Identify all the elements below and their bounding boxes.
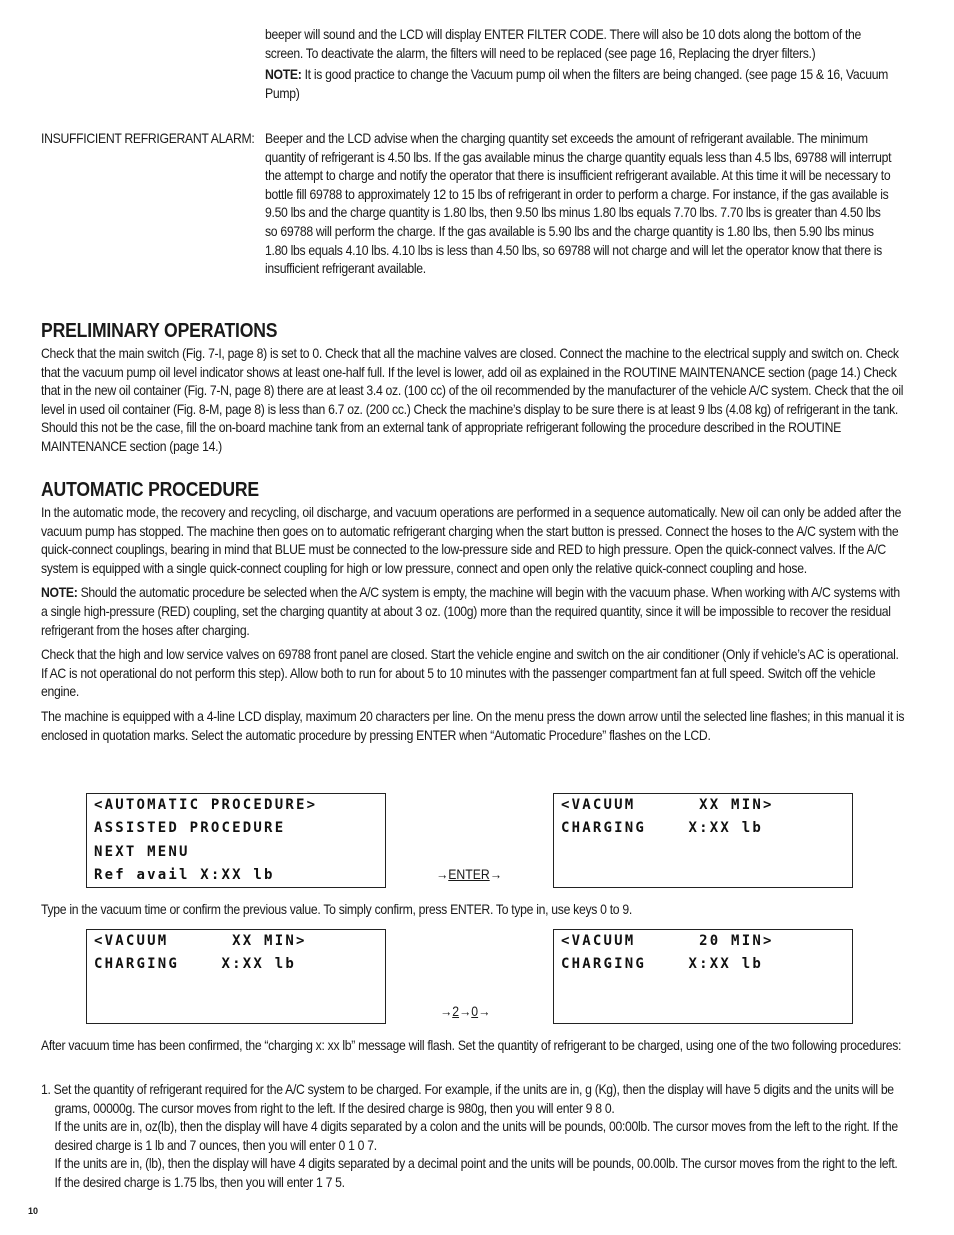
automatic-note-text: Should the automatic procedure be selected when the A/C system is empty, the machine will begin with the vacuum phase. When working with A/C systems with a single high-pressure (RED) coupling, set the charging quantity at about 3 oz. (100g) more than the required quantity, since it will be impossible to recover the residual refrigerant from the hoses after charging. [41,585,900,638]
key-sequence-2-0 [440,1004,490,1019]
note-label: NOTE: [265,67,302,83]
arrow-icon: → [440,1004,453,1019]
lcd-line: CHARGING X:XX lb [561,956,763,972]
insufficient-alarm-label: INSUFFICIENT REFRIGERANT ALARM: [41,131,255,146]
automatic-section [41,504,905,745]
lcd-line: NEXT MENU [94,844,190,860]
filter-alarm-note [265,66,893,103]
enter-key-label: ENTER [448,867,490,882]
note-text: It is good practice to change the Vacuum pump oil when the filters are being changed. (see page 15 & 16, Vacuum Pump) [265,67,889,101]
lcd-line: <VACUUM 20 MIN> [561,933,774,949]
procedure-list [41,1081,905,1193]
filter-alarm-section [265,26,893,103]
after-vacuum-text: After vacuum time has been confirmed, the “charging x: xx lb” message will flash. Set the quantity of refrigerant to be charged, using one of the two following procedures: [41,1038,902,1053]
lcd-line: <AUTOMATIC PROCEDURE> [94,797,318,813]
automatic-heading: AUTOMATIC PROCEDURE [41,479,259,501]
arrow-icon: → [489,867,502,882]
arrow-icon: → [436,867,449,882]
arrow-icon: → [478,1004,491,1019]
automatic-note-label: NOTE: [41,585,78,601]
lcd-line: Ref avail X:XX lb [94,867,275,883]
page-number: 10 [28,1206,39,1216]
list-item: 1. Set the quantity of refrigerant required for the A/C system to be charged. For example, if the units are in, g (Kg), then the display will have 5 digits and the units will be grams, 00000g. The cursor moves from right to the left. If the desired charge is 980g, then you will enter 9 8 0. [41,1082,894,1116]
lcd-line: <VACUUM XX MIN> [561,797,774,813]
vacuum-instructions: Type in the vacuum time or confirm the previous value. To simply confirm, press ENTER. To type in, use keys 0 to 9. [41,902,632,917]
lcd-line: CHARGING X:XX lb [561,820,763,836]
lcd-display-vacuum-before [86,929,386,1024]
filter-alarm-body: beeper will sound and the LCD will display ENTER FILTER CODE. There will also be 10 dots along the bottom of the screen. To deactivate the alarm, the filters will need to be replaced (see page 16, Replacing the dryer filters.) [265,27,862,61]
enter-key-sequence [436,867,502,882]
key-2-label: 2 [452,1004,460,1019]
lcd-display-vacuum [553,793,853,888]
automatic-p4: The machine is equipped with a 4-line LCD display, maximum 20 characters per line. On the menu press the down arrow until the selected line flashes; in this manual it is enclosed in quotation marks. Select the automatic procedure by pressing ENTER when “Automatic Procedure” flashes on the LCD. [41,708,905,743]
lcd-line: <VACUUM XX MIN> [94,933,307,949]
lcd-line: CHARGING X:XX lb [94,956,296,972]
list-item: If the units are in, (lb), then the display will have 4 digits separated by a decimal point and the units will be pounds, 00.00lb. The cursor moves from the right to the left. If the desired charge is 1.75 lbs, then you will enter 1 7 5. [54,1156,898,1190]
preliminary-heading: PRELIMINARY OPERATIONS [41,320,278,342]
insufficient-alarm-body: Beeper and the LCD advise when the charging quantity set exceeds the amount of refrigerant available. The minimum quantity of refrigerant is 4.50 lbs. If the gas available minus the charge quantity equals less than 4.5 lbs, 69788 will interrupt the attempt to charge and notify the operator that there is insufficient refrigerant available. At this time it will be necessary to bottle fill 69788 to approximately 12 to 15 lbs of refrigerant in order to perform a charge. For instance, if the gas available is 9.50 lbs and the charge quantity is 1.80 lbs, then 9.50 lbs minus 1.80 lbs equals 7.70 lbs. 7.70 lbs is greater than 4.50 lbs so 69788 will perform the charge. If the gas available is 5.90 lbs and the charge quantity is 1.80 lbs, then 5.90 lbs minus 1.80 lbs equals 4.10 lbs. 4.10 lbs is less than 4.50 lbs, so 69788 will not charge and will let the operator know that there is insufficient refrigerant available. [265,131,892,277]
lcd-display-vacuum-after [553,929,853,1024]
key-0-label: 0 [471,1004,479,1019]
lcd-line: ASSISTED PROCEDURE [94,820,286,836]
arrow-icon: → [459,1004,472,1019]
automatic-p1: In the automatic mode, the recovery and recycling, oil discharge, and vacuum operations are performed in a sequence automatically. New oil can only be added after the vacuum pump has stopped. The machine then goes on to automatic refrigerant charging when the start button is pressed. Connect the hoses to the A/C system with the quick-connect couplings, bearing in mind that BLUE must be connected to the low-pressure side and RED to high pressure. Open the quick-connect valves. If the A/C system is equipped with a single quick-connect coupling for high or low pressure, connect and open only the relative quick-connect coupling and hose. [41,505,902,576]
automatic-p3: Check that the high and low service valves on 69788 front panel are closed. Start the vehicle engine and switch on the air conditioner (Only if vehicle’s AC is operational. If AC is not operational do not perform this step). Allow both to run for about 5 to 10 minutes with the passenger compartment fan at full speed. Switch off the vehicle engine. [41,647,899,700]
preliminary-body: Check that the main switch (Fig. 7-I, page 8) is set to 0. Check that all the machine valves are closed. Connect the machine to the electrical supply and switch on. Check that the vacuum pump oil level indicator shows at least one-half full. If the level is lower, add oil as explained in the ROUTINE MAINTENANCE section (page 14.) Check that in the new oil container (Fig. 7-N, page 8) there are at least 3.4 oz. (100 cc) of the oil recommended by the manufacturer of the vehicle A/C system. Check that the oil level in used oil container (Fig. 8-M, page 8) is less than 6.7 oz. (200 cc.) Check the machine’s display to be sure there is at least 9 lbs (4.08 kg) of refrigerant in the tank. Should this not be the case, fill the on-board machine tank from an external tank of appropriate refrigerant following the procedure described in the ROUTINE MAINTENANCE section (page 14.) [41,346,904,454]
automatic-note [41,584,905,640]
lcd-display-main-menu [86,793,386,888]
list-item: If the units are in, oz(lb), then the display will have 4 digits separated by a colon and the units will be pounds, 00:00lb. The cursor moves from the left to the right. If the desired charge is 1 lb and 7 ounces, then you will enter 0 1 0 7. [54,1119,898,1153]
